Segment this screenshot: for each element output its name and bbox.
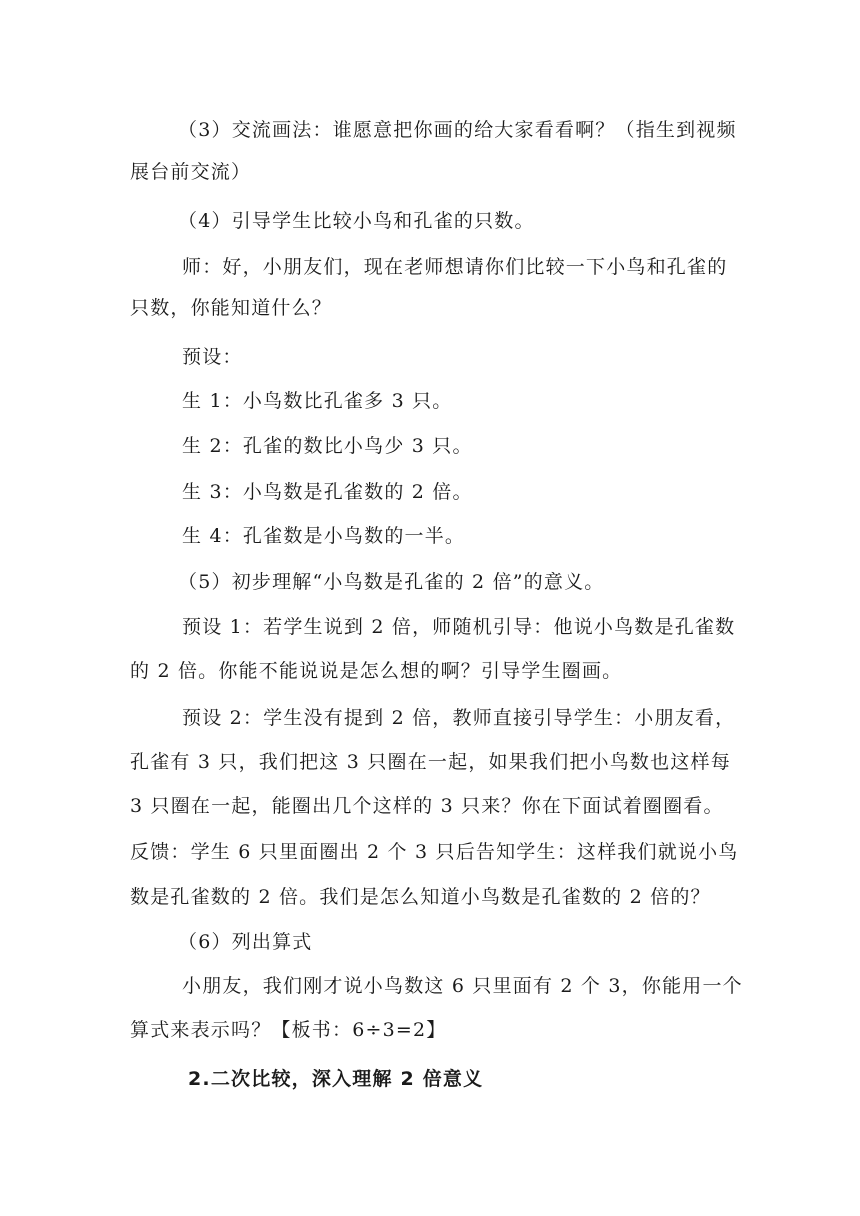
feedback-line-1: 反馈：学生 6 只里面圈出 2 个 3 只后告知学生：这样我们就说小鸟 — [130, 841, 739, 863]
section-2-heading: 2.二次比较，深入理解 2 倍意义 — [188, 1068, 484, 1090]
student-3-answer: 生 3：小鸟数是孔雀数的 2 倍。 — [182, 481, 473, 503]
preset-label: 预设： — [182, 346, 243, 368]
student-2-answer: 生 2：孔雀的数比小鸟少 3 只。 — [182, 435, 473, 457]
paragraph-4-heading: （4）引导学生比较小鸟和孔雀的只数。 — [178, 210, 535, 232]
equation-line-2: 算式来表示吗？【板书：6÷3=2】 — [130, 1019, 447, 1041]
student-4-answer: 生 4：孔雀数是小鸟数的一半。 — [182, 525, 466, 547]
equation-line-1: 小朋友，我们刚才说小鸟数这 6 只里面有 2 个 3，你能用一个 — [182, 975, 743, 997]
feedback-line-2: 数是孔雀数的 2 倍。我们是怎么知道小鸟数是孔雀数的 2 倍的？ — [130, 886, 711, 908]
teacher-line-1: 师：好，小朋友们，现在老师想请你们比较一下小鸟和孔雀的 — [182, 256, 728, 278]
teacher-line-2: 只数，你能知道什么？ — [130, 297, 333, 319]
paragraph-5-heading: （5）初步理解“小鸟数是孔雀的 2 倍”的意义。 — [178, 571, 605, 593]
student-1-answer: 生 1：小鸟数比孔雀多 3 只。 — [182, 390, 453, 412]
preset-1-line-2: 的 2 倍。你能不能说说是怎么想的啊？引导学生圈画。 — [130, 660, 623, 682]
preset-2-line-3: 3 只圈在一起，能圈出几个这样的 3 只来？你在下面试着圈圈看。 — [130, 795, 724, 817]
preset-2-line-1: 预设 2：学生没有提到 2 倍，教师直接引导学生：小朋友看， — [182, 707, 736, 729]
paragraph-3-line-1: （3）交流画法：谁愿意把你画的给大家看看啊？（指生到视频 — [178, 119, 737, 141]
paragraph-6-heading: （6）列出算式 — [178, 931, 313, 953]
preset-1-line-1: 预设 1：若学生说到 2 倍，师随机引导：他说小鸟数是孔雀数 — [182, 616, 736, 638]
preset-2-line-2: 孔雀有 3 只，我们把这 3 只圈在一起，如果我们把小鸟数也这样每 — [130, 751, 731, 773]
paragraph-3-line-2: 展台前交流） — [130, 161, 252, 183]
